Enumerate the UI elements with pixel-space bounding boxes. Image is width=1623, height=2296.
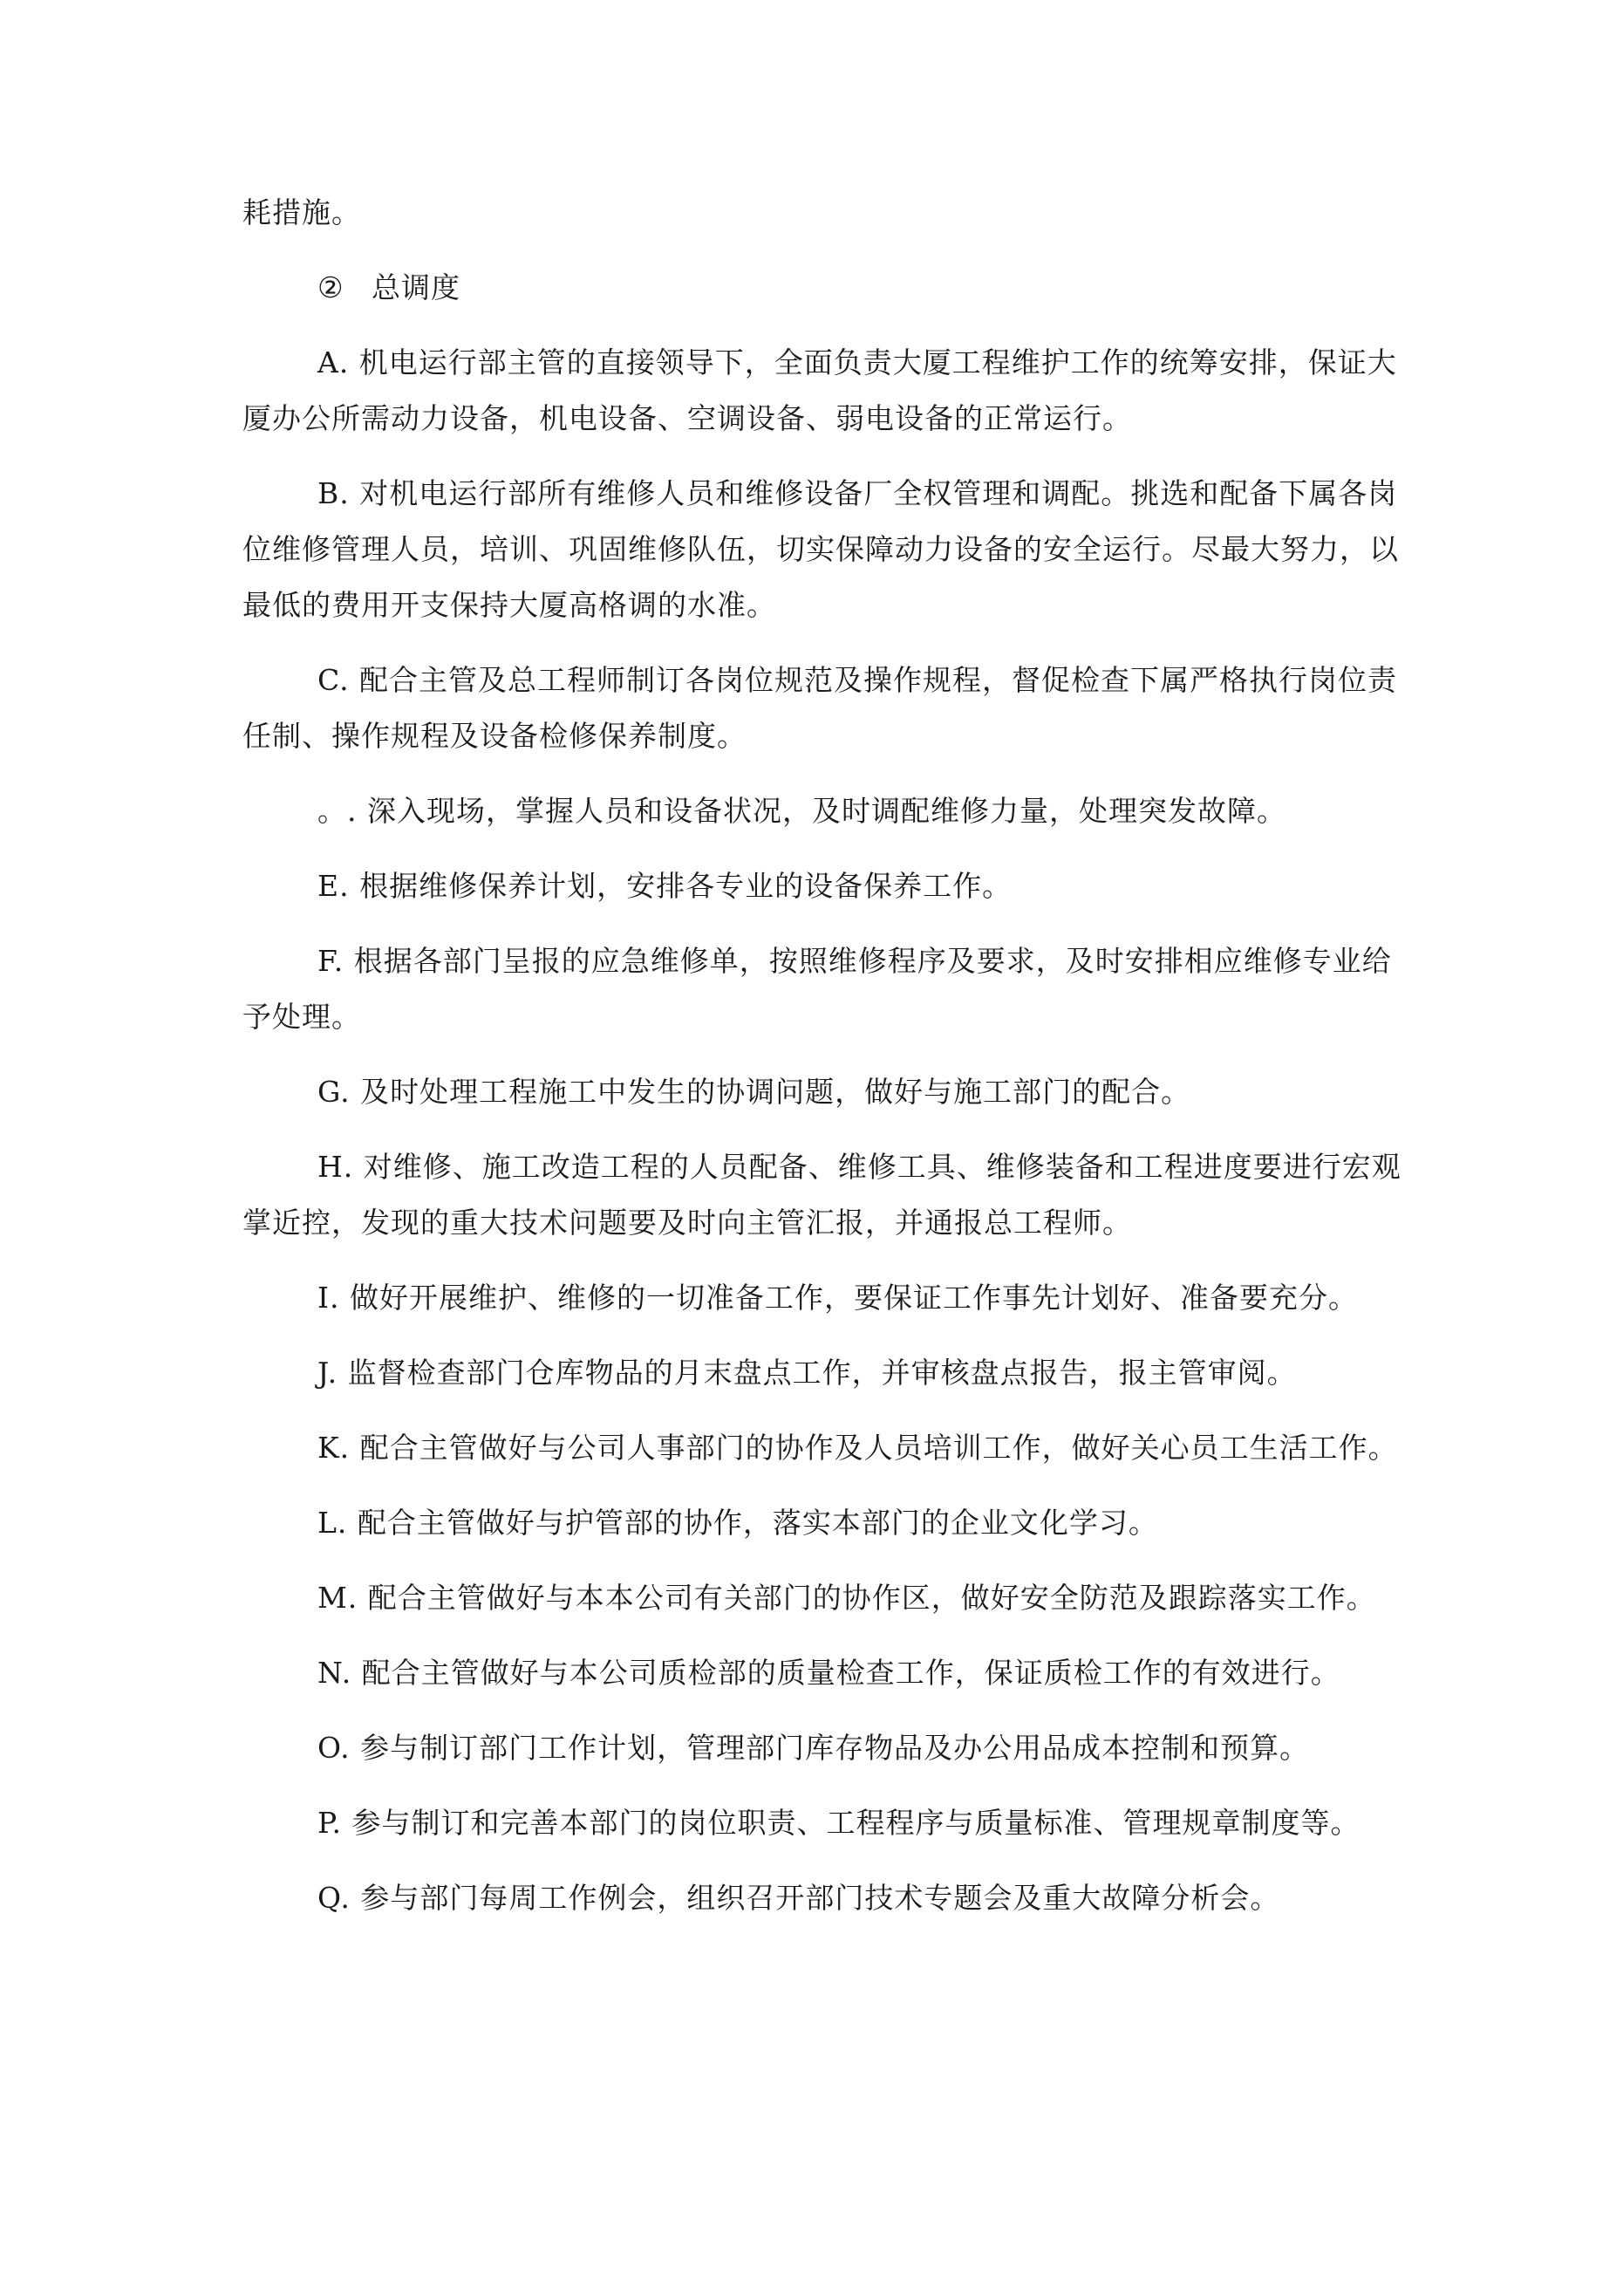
paragraph-i: I. 做好开展维护、维修的一切准备工作，要保证工作事先计划好、准备要充分。 xyxy=(317,1281,1359,1315)
section-heading xyxy=(242,260,1407,316)
paragraph-j: J. 监督检查部门仓库物品的月末盘点工作，并审核盘点报告，报主管审阅。 xyxy=(317,1356,1297,1390)
paragraph-p: P. 参与制订和完善本部门的岗位职责、工程程序与质量标准、管理规章制度等。 xyxy=(317,1806,1360,1840)
paragraph-l: L. 配合主管做好与护管部的协作，落实本部门的企业文化学习。 xyxy=(317,1506,1158,1540)
paragraph-a: A. 机电运行部主管的直接领导下，全面负责大厦工程维护工作的统筹安排，保证大厦办公所需动力设备，机电设备、空调设备、弱电设备的正常运行。 xyxy=(242,345,1397,435)
paragraph-c: C. 配合主管及总工程师制订各岗位规范及操作规程，督促检查下属严格执行岗位责任制、操作规程及设备检修保养制度。 xyxy=(242,663,1398,753)
paragraph-g: G. 及时处理工程施工中发生的协调问题，做好与施工部门的配合。 xyxy=(317,1075,1191,1109)
paragraph-m: M. 配合主管做好与本本公司有关部门的协作区，做好安全防范及跟踪落实工作。 xyxy=(317,1581,1376,1615)
paragraph-h: H. 对维修、施工改造工程的人员配备、维修工具、维修装备和工程进度要进行宏观掌近控，发现的重大技术问题要及时向主管汇报，并通报总工程师。 xyxy=(242,1150,1401,1240)
paragraph-d: 。. 深入现场，掌握人员和设备状况，及时调配维修力量，处理突发故障。 xyxy=(317,794,1286,828)
paragraph-f: F. 根据各部门呈报的应急维修单，按照维修程序及要求，及时安排相应维修专业给予处理。 xyxy=(242,944,1392,1034)
paragraph-q: Q. 参与部门每周工作例会，组织召开部门技术专题会及重大故障分析会。 xyxy=(317,1881,1280,1915)
section-title: 总调度 xyxy=(372,270,460,304)
paragraph-b: B. 对机电运行部所有维修人员和维修设备厂全权管理和调配。挑选和配备下属各岗位维修管理人员，培训、巩固维修队伍，切实保障动力设备的安全运行。尽最大努力，以最低的费用开支保持大厦高格调的水准。 xyxy=(242,476,1399,622)
document-page xyxy=(242,185,1407,1945)
paragraph-k: K. 配合主管做好与公司人事部门的协作及人员培训工作，做好关心员工生活工作。 xyxy=(317,1431,1398,1465)
paragraph-e: E. 根据维修保养计划，安排各专业的设备保养工作。 xyxy=(317,869,1013,903)
continuation-text: 耗措施。 xyxy=(242,195,361,229)
paragraph-o: O. 参与制订部门工作计划，管理部门库存物品及办公用品成本控制和预算。 xyxy=(317,1731,1310,1765)
paragraph-n: N. 配合主管做好与本公司质检部的质量检查工作，保证质检工作的有效进行。 xyxy=(317,1656,1340,1690)
section-number: ② xyxy=(317,270,344,304)
